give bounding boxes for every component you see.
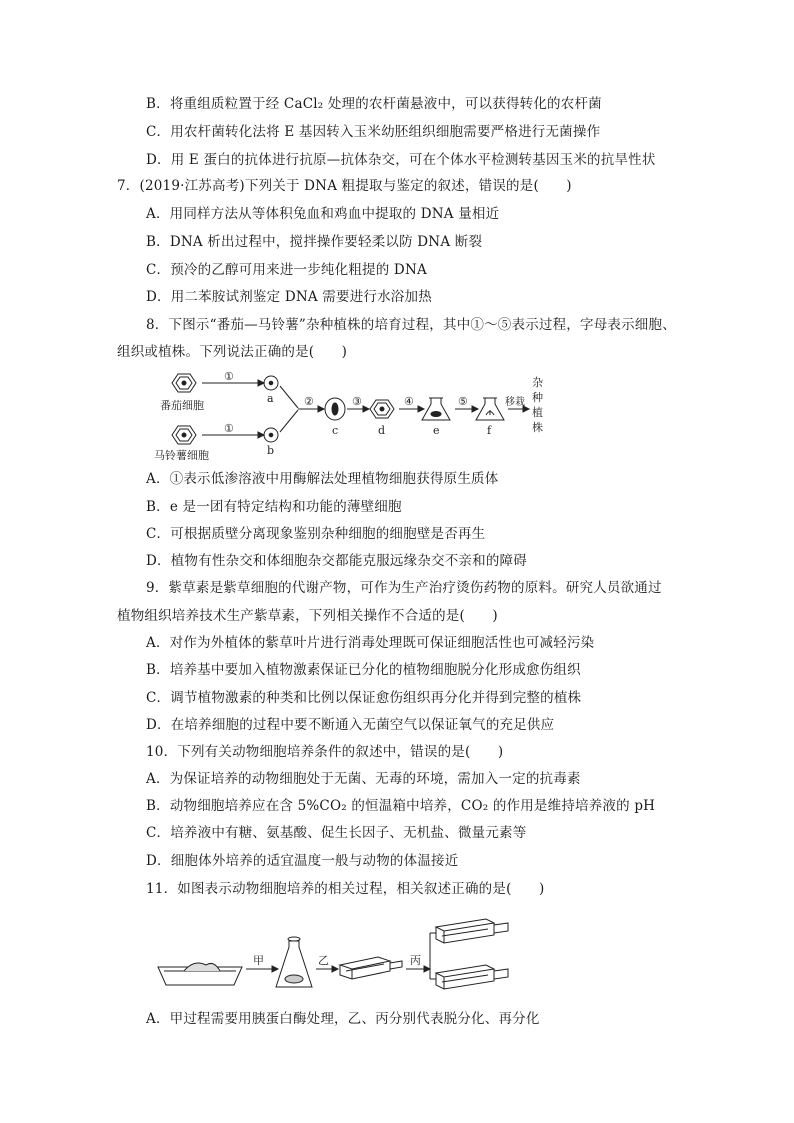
q7-option-c: C．预冷的乙醇可用来进一步纯化粗提的 DNA xyxy=(146,262,427,278)
step5-label: ⑤ xyxy=(458,395,468,408)
potato-cell-label: 马铃薯细胞 xyxy=(154,449,209,460)
q10-stem: 10．下列有关动物细胞培养条件的叙述中，错误的是( ) xyxy=(146,744,504,760)
q8-option-b: B．e 是一团有特定结构和功能的薄壁细胞 xyxy=(146,499,402,515)
process-bing-label: 丙 xyxy=(410,954,421,967)
fused-cell-c-icon xyxy=(325,398,345,420)
label-d: d xyxy=(378,424,386,437)
q9-option-a: A．对作为外植体的紫草叶片进行消毒处理既可保证细胞活性也可减轻污染 xyxy=(146,635,595,651)
q8-option-d: D．植物有性杂交和体细胞杂交都能克服远缘杂交不亲和的障碍 xyxy=(146,553,527,569)
q7-option-d: D．用二苯胺试剂鉴定 DNA 需要进行水浴加热 xyxy=(146,289,432,305)
primary-culture-bottle-icon xyxy=(340,957,402,979)
q6-option-b: B．将重组质粒置于经 CaCl₂ 处理的农杆菌悬液中，可以获得转化的农杆菌 xyxy=(146,96,602,112)
q9-stem-line1: 9．紫草素是紫草细胞的代谢产物，可作为生产治疗烫伤药物的原料。研究人员欲通过 xyxy=(146,580,662,596)
hybrid-cell-d-icon xyxy=(370,400,394,418)
label-f: f xyxy=(487,424,492,437)
flask-f-icon xyxy=(476,398,504,420)
tissue-dish-icon xyxy=(158,963,242,985)
transplant-label: 移栽 xyxy=(505,397,525,408)
q8-stem-line2: 组织或植株。下列说法正确的是( ) xyxy=(117,344,348,360)
q8-hybridization-diagram xyxy=(150,368,550,460)
flask-e-icon xyxy=(422,398,450,420)
q7-stem: 7．(2019·江苏高考)下列关于 DNA 粗提取与鉴定的叙述，错误的是( ) xyxy=(117,178,572,194)
tomato-cell-icon xyxy=(172,374,196,392)
q8-stem-line1: 8．下图示“番茄—马铃薯”杂种植株的培育过程，其中①～⑤表示过程，字母表示细胞、 xyxy=(146,317,676,333)
q11-cell-culture-diagram xyxy=(154,905,514,997)
subculture-bottle-top-icon xyxy=(436,919,508,943)
process-jia-label: 甲 xyxy=(253,954,264,967)
hybrid-plant-char4: 株 xyxy=(532,421,543,434)
q7-option-a: A．用同样方法从等体积兔血和鸡血中提取的 DNA 量相近 xyxy=(146,206,500,222)
step1-label-bottom: ① xyxy=(224,422,234,435)
trypsin-flask-icon xyxy=(276,937,312,987)
q9-option-d: D．在培养细胞的过程中要不断通入无菌空气以保证氧气的充足供应 xyxy=(146,717,555,733)
potato-cell-icon xyxy=(172,426,196,444)
q6-option-c: C．用农杆菌转化法将 E 基因转入玉米幼胚组织细胞需要严格进行无菌操作 xyxy=(146,124,601,140)
q7-option-b: B．DNA 析出过程中，搅拌操作要轻柔以防 DNA 断裂 xyxy=(146,234,483,250)
q10-option-c: C．培养液中有糖、氨基酸、促生长因子、无机盐、微量元素等 xyxy=(146,825,527,841)
tomato-cell-label: 番茄细胞 xyxy=(160,399,204,412)
hybrid-plant-char1: 杂 xyxy=(532,376,543,389)
q11-option-a: A．甲过程需要用胰蛋白酶处理，乙、丙分别代表脱分化、再分化 xyxy=(146,1011,540,1027)
process-yi-label: 乙 xyxy=(318,954,329,967)
step3-label: ③ xyxy=(352,395,362,408)
label-c: c xyxy=(332,424,339,437)
hybrid-plant-char2: 种 xyxy=(532,391,543,404)
q9-option-c: C．调节植物激素的种类和比例以保证愈伤组织再分化并得到完整的植株 xyxy=(146,690,582,706)
q10-option-b: B．动物细胞培养应在含 5%CO₂ 的恒温箱中培养，CO₂ 的作用是维持培养液的 pH xyxy=(146,798,656,814)
step1-label-top: ① xyxy=(224,370,234,383)
label-e: e xyxy=(433,424,440,437)
q6-option-d: D．用 E 蛋白的抗体进行抗原—抗体杂交，可在个体水平检测转基因玉米的抗旱性状 xyxy=(146,152,656,168)
q10-option-a: A．为保证培养的动物细胞处于无菌、无毒的环境，需加入一定的抗毒素 xyxy=(146,771,581,787)
subculture-bottle-bottom-icon xyxy=(436,965,508,989)
q8-option-c: C．可根据质壁分离现象鉴别杂种细胞的细胞壁是否再生 xyxy=(146,526,486,542)
label-b: b xyxy=(267,444,275,457)
label-a: a xyxy=(267,392,274,405)
q11-stem: 11．如图表示动物细胞培养的相关过程，相关叙述正确的是( ) xyxy=(146,881,545,897)
q9-option-b: B．培养基中要加入植物激素保证已分化的植物细胞脱分化形成愈伤组织 xyxy=(146,662,581,678)
step4-label: ④ xyxy=(404,395,414,408)
q10-option-d: D．细胞体外培养的适宜温度一般与动物的体温接近 xyxy=(146,853,459,869)
hybrid-plant-char3: 植 xyxy=(532,406,543,419)
step2-label: ② xyxy=(304,395,314,408)
q9-stem-line2: 植物组织培养技术生产紫草素，下列相关操作不合适的是( ) xyxy=(117,608,498,624)
q8-option-a: A．①表示低渗溶液中用酶解法处理植物细胞获得原生质体 xyxy=(146,471,499,487)
